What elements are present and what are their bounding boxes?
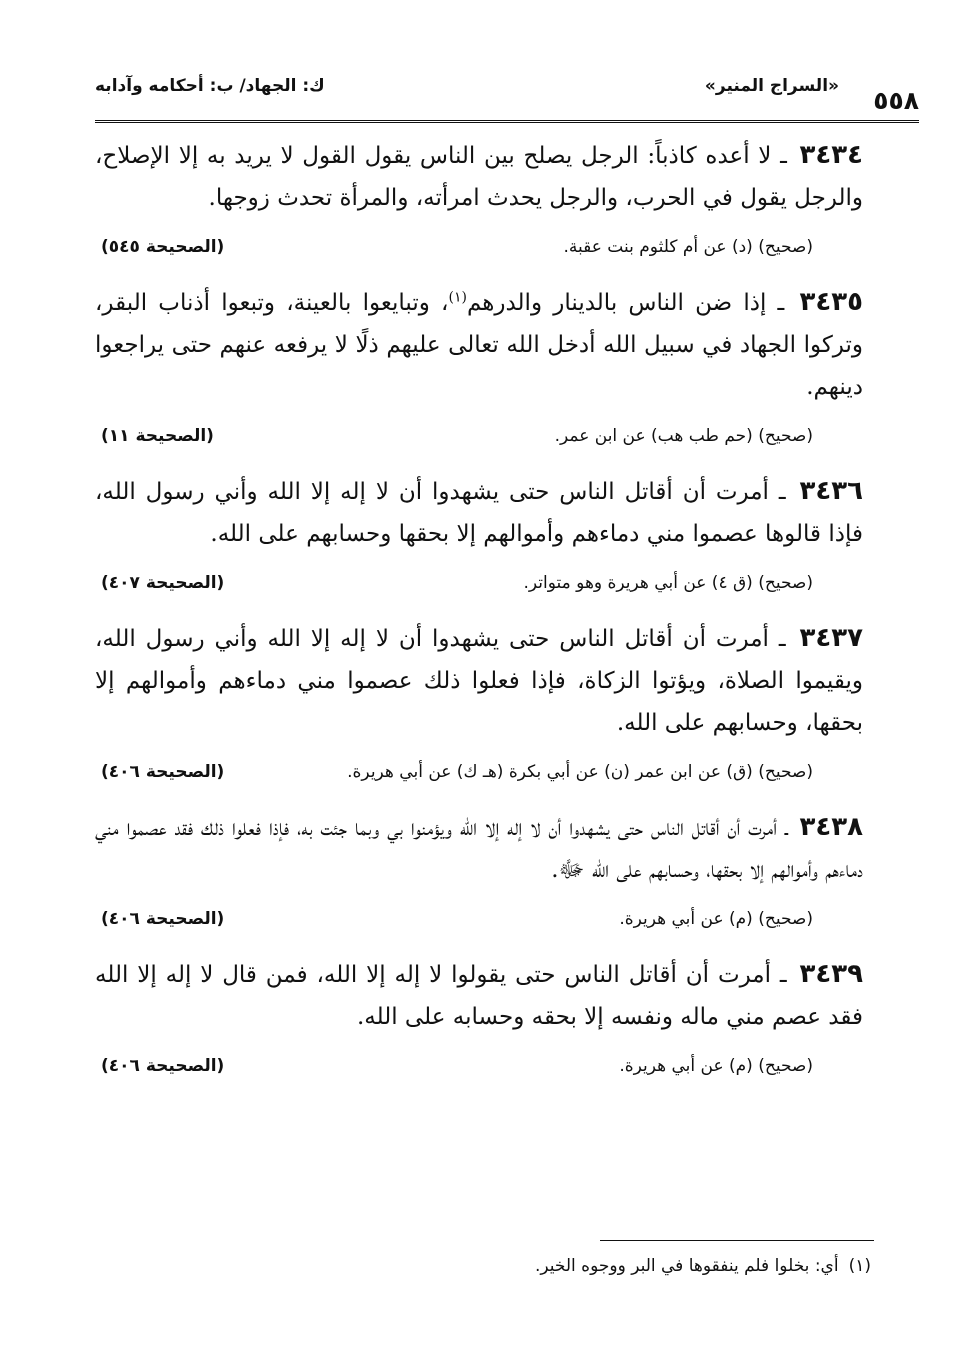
hadith-source-line (95, 905, 869, 935)
page-number: ٥٥٨ (873, 86, 919, 115)
hadith-number: ٣٤٣٨ (799, 812, 863, 842)
hadith-3436 (95, 470, 869, 599)
hadith-text: ٣٤٣٦ ـ أمرت أن أقاتل الناس حتى يشهدوا أن لا إله إلا الله وأني رسول الله، فإذا قالوها عصموا مني دماءهم وأموالهم إلا بحقها وحسابهم على الله. (95, 476, 863, 547)
hadith-source-line (95, 422, 869, 452)
hadith-3438 (95, 806, 869, 935)
hadith-reference: (الصحيحة ٥٤٥) (101, 237, 225, 257)
footnote-text: أي: بخلوا فلم ينفقوها في البر ووجوه الخير. (534, 1256, 839, 1276)
hadith-body-continued: ، وتبايعوا بالعينة، وتبعوا أذناب البقر، وتركوا الجهاد في سبيل الله أدخل الله تعالى عليهم ذلًا لا يرفعه عنهم حتى يراجعوا دينهم. (95, 290, 863, 400)
hadith-number: ٣٤٣٧ (799, 623, 863, 653)
hadith-body: أمرت أن أقاتل الناس حتى يشهدوا أن لا إله إلا الله ويؤمنوا بي وبما جئت به، فإذا فعلوا ذلك فقد عصموا مني دماءهم وأموالهم إلا بحقها، وحسابهم على الله ﷻ. (95, 815, 863, 883)
hadith-reference: (الصحيحة ٤٠٦) (101, 1056, 225, 1076)
hadith-3435 (95, 281, 869, 452)
hadith-text: ٣٤٣٧ ـ أمرت أن أقاتل الناس حتى يشهدوا أن لا إله إلا الله وأني رسول الله، ويقيموا الصلاة، ويؤتوا الزكاة، فإذا فعلوا ذلك عصموا مني دماءهم وأموالهم إلا بحقها، وحسابهم على الله. (95, 623, 863, 736)
hadith-body: أمرت أن أقاتل الناس حتى يشهدوا أن لا إله إلا الله وأني رسول الله، فإذا قالوها عصموا مني دماءهم وأموالهم إلا بحقها وحسابهم على الله. (95, 479, 863, 547)
chapter-title: ك: الجهاد/ ب: أحكامه وآدابه (95, 76, 325, 96)
hadith-number: ٣٤٣٥ (799, 287, 863, 317)
hadith-source-line (95, 758, 869, 788)
page-header (95, 70, 919, 123)
hadith-reference: (الصحيحة ٤٠٦) (101, 909, 225, 929)
hadith-text: ٣٤٣٤ ـ لا أعده كاذباً: الرجل يصلح بين الناس يقول القول لا يريد به إلا الإصلاح، والرجل يقول في الحرب، والرجل يحدث امرأته، والمرأة تحدث زوجها. (95, 140, 863, 211)
hadith-reference: (الصحيحة ٤٠٧) (101, 573, 225, 593)
page-content (95, 134, 869, 1100)
footnote-number: (١) (848, 1256, 871, 1276)
hadith-source: (صحيح) (حم طب هب) عن ابن عمر. (554, 426, 813, 446)
footnote-divider (600, 1240, 874, 1241)
hadith-source-line (95, 233, 869, 263)
hadith-body: إذا ضن الناس بالدينار والدرهم (466, 290, 767, 316)
hadith-source: (صحيح) (م) عن أبي هريرة. (619, 1056, 813, 1076)
footnote (535, 1256, 871, 1276)
hadith-source: (صحيح) (ق ٤) عن أبي هريرة وهو متواتر. (523, 573, 813, 593)
hadith-text: ٣٤٣٩ ـ أمرت أن أقاتل الناس حتى يقولوا لا إله إلا الله، فمن قال لا إله إلا الله فقد عصم مني ماله ونفسه إلا بحقه وحسابه على الله. (95, 959, 863, 1030)
hadith-3434 (95, 134, 869, 263)
book-title: «السراج المنير» (704, 76, 839, 96)
hadith-number: ٣٤٣٤ (799, 140, 863, 170)
hadith-text: ٣٤٣٥ ـ إذا ضن الناس بالدينار والدرهم$^{(١)}$، وتبايعوا بالعينة، وتبعوا أذناب البقر، وتركوا الجهاد في سبيل الله أدخل الله تعالى عليهم ذلًا لا يرفعه عنهم حتى يراجعوا دينهم. (95, 287, 863, 400)
hadith-reference: (الصحيحة ١١) (101, 426, 214, 446)
hadith-body: أمرت أن أقاتل الناس حتى يشهدوا أن لا إله إلا الله وأني رسول الله، ويقيموا الصلاة، ويؤتوا الزكاة، فإذا فعلوا ذلك عصموا مني دماءهم وأموالهم إلا بحقها، وحسابهم على الله. (95, 626, 863, 736)
hadith-number: ٣٤٣٩ (799, 959, 863, 989)
hadith-body: لا أعده كاذباً: الرجل يصلح بين الناس يقول القول لا يريد به إلا الإصلاح، والرجل يقول في الحرب، والرجل يحدث امرأته، والمرأة تحدث زوجها. (95, 143, 863, 211)
hadith-3437 (95, 617, 869, 788)
hadith-body: أمرت أن أقاتل الناس حتى يقولوا لا إله إلا الله، فمن قال لا إله إلا الله فقد عصم مني ماله ونفسه إلا بحقه وحسابه على الله. (95, 962, 863, 1030)
hadith-source-line (95, 569, 869, 599)
hadith-source: (صحيح) (م) عن أبي هريرة. (619, 909, 813, 929)
hadith-source: (صحيح) (ق) عن ابن عمر (ن) عن أبي بكرة (هـ ك) عن أبي هريرة. (347, 762, 813, 782)
hadith-source-line (95, 1052, 869, 1082)
hadith-text: ٣٤٣٨ ـ أمرت أن أقاتل الناس حتى يشهدوا أن لا إله إلا الله ويؤمنوا بي وبما جئت به، فإذا فعلوا ذلك فقد عصموا مني دماءهم وأموالهم إلا بحقها، وحسابهم على الله ﷻ. (95, 812, 863, 883)
hadith-source: (صحيح) (د) عن أم كلثوم بنت عقبة. (563, 237, 813, 257)
hadith-reference: (الصحيحة ٤٠٦) (101, 762, 225, 782)
hadith-3439 (95, 953, 869, 1082)
footnote-marker[interactable]: (١) (448, 289, 467, 306)
hadith-number: ٣٤٣٦ (799, 476, 863, 506)
